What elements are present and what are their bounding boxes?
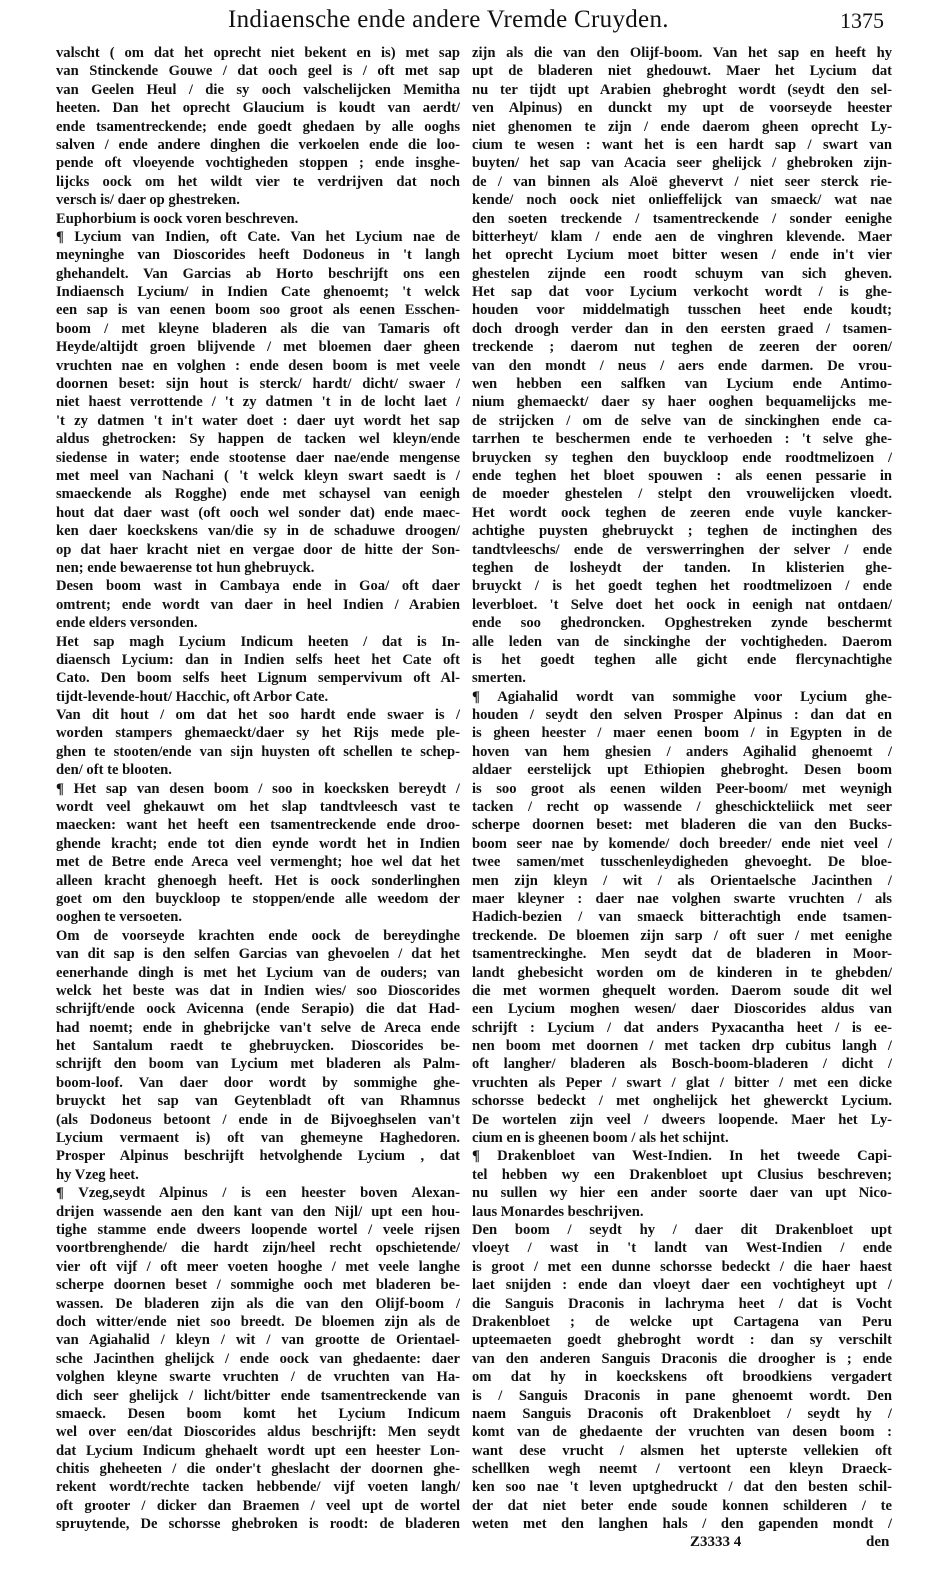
text-line: landt ghebesicht worden om de kinderen in te ghebden/ (472, 964, 892, 981)
text-line: tandtvleeschs/ ende de verswerringhen der selver / ende (472, 541, 892, 558)
text-line: zijn als die van den Olijf-boom. Van het sap en heeft hy (472, 45, 892, 61)
text-line: sche Jacinthen ghelijck / ende oock van ghedaente: daer (56, 1350, 460, 1367)
text-line: weten met den langhen hals / den gapenden mondt / (472, 1516, 892, 1533)
text-line: kende/ noch oock niet onlieffelijck van smaeck/ wat nae (472, 192, 892, 209)
text-line: ¶ Drakenbloet van West-Indien. In het tweede Capi- (472, 1148, 892, 1165)
text-line: Van dit hout / om dat het soo hardt ende swaer is / (56, 707, 460, 724)
text-line: een sap is van eenen boom soo groot als eenen Esschen- (56, 302, 460, 319)
text-line: het Santalum raedt te ghebruycken. Dioscorides be- (56, 1038, 460, 1055)
text-line: met meel van Nachani ( 't welck kleyn swart saedt is / (56, 467, 460, 484)
text-line: tacken / recht op wassende / gheschickteliick met seer (472, 799, 892, 816)
text-line: hout dat daer wast (oft ooch wel sonder dat) ende maec- (56, 504, 460, 521)
text-line: voortbrenghende/ die hardt zijn/heel recht opschietende/ (56, 1240, 460, 1257)
text-line: van dit sap is den selfen Garcias van ghevoelen / dat het (56, 946, 460, 963)
text-line: scherpe doornen beset / sommighe ooch met bladeren be- (56, 1277, 460, 1294)
text-line: teghen de losheydt der tanden. In klisterien ghe- (472, 559, 892, 576)
text-line: cium en is gheenen boom / als het schijnt. (472, 1130, 729, 1147)
text-line: nu ter tijdt upt Arabien ghebroght wordt (seydt den sel- (472, 81, 892, 98)
text-line: bruyckt het sap van Geytenbladt oft van Rhamnus (56, 1093, 460, 1110)
text-line: ende elders versonden. (56, 615, 198, 632)
text-line: Lycium vermaent is) oft van ghemeyne Haghedoren. (56, 1130, 460, 1147)
text-line: ende teghen het bloet spouwen : als eenen pessarie in (472, 467, 892, 484)
text-line: 't zy datmen 't in't water doet : daer uyt wordt het sap (56, 412, 460, 429)
text-line: ende tsamentreckende; ende goedt ghedaen by alle ooghs (56, 118, 460, 135)
text-line: oft langher/ bladeren als Bosch-boom-bladeren / dicht / (472, 1056, 892, 1073)
text-line: bitterheyt/ klam / ende aen de vinghren klevende. Maer (472, 228, 892, 245)
text-line: van den mondt / neus / aers ende darmen. De vrou- (472, 357, 892, 374)
text-line: ken daer koeckskens van/die sy in de schaduwe droogen/ (56, 523, 460, 540)
text-line: smaeck. Desen boom komt het Lycium Indicum (56, 1405, 460, 1422)
text-line: welck het beste was dat in Indien wies/ soo Dioscorides (56, 982, 460, 999)
text-line: houden voor middelmatigh tusschen heet ende koudt; (472, 302, 892, 319)
text-line: boom seer nae by komende/ doch breeder/ ende niet veel / (472, 835, 892, 852)
text-line: want dese vrucht / alsmen het upterste vellekien oft (472, 1442, 892, 1459)
text-line: eenerhande dingh is met het Lycium van de ouders; van (56, 964, 460, 981)
left-text-column (56, 44, 460, 1534)
text-line: Prosper Alpinus beschrijft hetvolghende Lycium , dat (56, 1148, 460, 1165)
text-line: wel over een/dat Dioscorides aldus beschrijft: Men seydt (56, 1424, 460, 1441)
text-line: Het wordt oock teghen de zeeren ende vuyle kancker- (472, 504, 892, 521)
text-line: vruchten als Peper / swart / glat / bitter / met een dicke (472, 1074, 892, 1091)
text-line: van Agiahalid / kleyn / wit / van grootte de Orientael- (56, 1332, 460, 1349)
text-line: men zijn kleyn / wit / als Orientaelsche Jacinthen / (472, 872, 892, 889)
text-line: Den boom / seydt hy / daer dit Drakenbloet upt (472, 1222, 892, 1238)
text-line: dat Lycium Indicum ghehaelt wordt upt een heester Lon- (56, 1442, 460, 1459)
text-line: is groot / met een dunne schorsse bedeckt / die haer haest (472, 1258, 892, 1275)
text-line: ghehandelt. Van Garcias ab Horto beschrijft ons een (56, 265, 460, 282)
text-line: alleen kracht ghenoegh heeft. Het is oock sonderlinghen (56, 872, 460, 889)
text-line: tel hebben wy een Drakenbloet upt Clusius beschreven; (472, 1166, 892, 1183)
text-line: valscht ( om dat het oprecht niet bekent en is) met sap (56, 45, 460, 61)
text-line: vruchten nae en volghen : ende desen boom is met veele (56, 357, 460, 374)
text-line: op dat haer kracht niet en vergae door de hitte der Son- (56, 541, 460, 558)
text-line: had noemt; ende in ghebrijcke van't selve de Areca ende (56, 1019, 460, 1036)
text-line: is / Sanguis Draconis in pane ghenoemt wordt. Den (472, 1387, 892, 1404)
text-line: tijdt-levende-hout/ Hacchic, oft Arbor Cate. (56, 688, 329, 705)
text-line: maer kleyner : daer nae volghen swarte vruchten / als (472, 890, 892, 907)
text-line: de strijcken / om de selve van de sinckinghen ende ca- (472, 412, 892, 429)
page-header (0, 6, 950, 40)
text-line: schrijft den boom van Lycium met bladeren als Palm- (56, 1056, 460, 1073)
text-line: is gheen heester / maer eenen boom / in Egypten in de (472, 725, 892, 742)
text-line: van den anderen Sanguis Draconis die droogher is ; ende (472, 1350, 892, 1367)
text-line: alle leden van de sinckinghe der vochtigheden. Daerom (472, 633, 892, 650)
text-line: boom / met kleyne bladeren als die van Tamaris oft (56, 320, 460, 337)
text-line: aldaer eerstelijck upt Ethiopien ghebroght. Desen boom (472, 762, 892, 779)
text-line: Drakenbloet ; de welcke upt Cartagena van Peru (472, 1313, 892, 1330)
text-line: Het sap magh Lycium Indicum heeten / dat is In- (56, 633, 460, 650)
text-line: ooghen te versoeten. (56, 909, 183, 926)
text-line: chitis gheheeten / die onder't gheslacht der doornen ghe- (56, 1461, 460, 1478)
text-line: nu sullen wy hier een ander soorte daer van upt Nico- (472, 1185, 892, 1202)
text-line: schellken wegh neemt / vertoont een kleyn Draeck- (472, 1461, 892, 1478)
text-line: (als Dodoneus betoont / ende in de Bijvoeghselen van't (56, 1111, 460, 1128)
text-line: goet om den buyckloop te stoppen/ende alle weedom der (56, 890, 460, 907)
text-line: ende soo ghedroncken. Opghestreken zynde beschermt (472, 615, 892, 632)
text-line: tarrhen te beschermen ende te verhoeden : 't selve ghe- (472, 431, 892, 448)
text-line: bruycken sy teghen den buyckloop ende roodtmelizoen / (472, 449, 892, 466)
text-line: spruytende, De schorsse ghebroken is roodt: de bladeren (56, 1516, 460, 1533)
text-line: cium te wesen : want het is een hardt sap / swart van (472, 136, 892, 153)
text-line: schrijft : Lycium / dat anders Pyxacantha heet / is ee- (472, 1019, 892, 1036)
text-line: versch is/ daer op ghestreken. (56, 192, 240, 209)
text-line: wassen. De bladeren zijn als die van den Olijf-boom / (56, 1295, 460, 1312)
text-line: wordt veel ghekauwt om het slap tandtvleesch vast te (56, 799, 460, 816)
text-line: laet snijden : ende dan vloeyt daer een vochtigheyt upt / (472, 1277, 892, 1294)
text-line: diaensch Lycium: dan in Indien selfs heet het Cate oft (56, 651, 460, 668)
text-line: schorsse bedeckt / met onghelijck het ghewerckt Lycium. (472, 1093, 892, 1110)
text-line: dich seer ghelijck / licht/bitter ende tsamentreckende van (56, 1387, 460, 1404)
running-title: Indiaensche ende andere Vremde Cruyden. (228, 6, 669, 33)
text-line: heeten. Dan het oprecht Glaucium is koudt van aerdt/ (56, 100, 460, 117)
text-line: ghestelen zijnde een roodt schuym van sich gheven. (472, 265, 892, 282)
text-line: niet haest verrottende / 't zy datmen 't in de locht laet / (56, 394, 460, 411)
text-line: laus Monardes beschrijven. (472, 1203, 644, 1220)
text-line: ¶ Agiahalid wordt van sommighe voor Lycium ghe- (472, 688, 892, 705)
text-line: ghen te stooten/ende van sijn huysten oft schellen te schep- (56, 743, 460, 760)
text-line: ¶ Lycium van Indien, oft Cate. Van het Lycium nae de (56, 228, 460, 245)
text-line: maecken: want het heeft een tsamentreckende ende droo- (56, 817, 460, 834)
text-line: Het sap dat voor Lycium verkocht wordt / is ghe- (472, 284, 892, 301)
text-line: upt de bladeren niet ghedouwt. Maer het Lycium dat (472, 63, 892, 80)
text-line: doch droogh verder dan in den eersten graed / tsamen- (472, 320, 892, 337)
text-line: nen; ende bewaerense tot hun ghebruyck. (56, 559, 315, 576)
page-footer (0, 1534, 950, 1556)
text-line: lijcks oock om het wildt vier te verdrijven dat noch (56, 173, 460, 190)
text-line: Desen boom wast in Cambaya ende in Goa/ oft daer (56, 578, 460, 595)
text-line: scherpe doornen beset: met bladeren die van den Bucks- (472, 817, 892, 834)
text-line: komt van de ghedaente der vruchten van desen boom : (472, 1424, 892, 1441)
text-line: van Stinckende Gouwe / dat ooch geel is / oft met sap (56, 63, 460, 80)
text-line: is het goedt teghen alle gicht ende flercynachtighe (472, 651, 892, 668)
text-line: Euphorbium is oock voren beschreven. (56, 210, 299, 227)
text-line: schrijft/ende oock Avicenna (ende Serapio) die dat Had- (56, 1001, 460, 1018)
text-line: rekent wordt/rechte tacken hebbende/ vijf voeten langh/ (56, 1479, 460, 1496)
text-line: vier oft vijf / oft meer voeten hooghe / met veele langhe (56, 1258, 460, 1275)
text-line: die met wormen ghequelt worden. Daerom soude dit wel (472, 982, 892, 999)
text-line: ken soo nae 't leven uptghedruckt / dat den besten schil- (472, 1479, 892, 1496)
text-line: treckende ; daerom nut teghen de zeeren der ooren/ (472, 339, 892, 356)
text-line: twee samen/met tusschenleydigheden ghevoeght. De bloe- (472, 854, 892, 871)
text-line: ¶ Vzeg,seydt Alpinus / is een heester boven Alexan- (56, 1185, 460, 1202)
right-text-column (472, 44, 892, 1534)
text-line: die Sanguis Draconis in lachryma heet / dat is Vocht (472, 1295, 892, 1312)
text-line: worden stampers ghemaeckt/daer sy het Rijs mede ple- (56, 725, 460, 742)
text-line: meyninghe van Dioscorides heeft Dodoneus in 't langh (56, 247, 460, 264)
text-line: ven Alpinus) en dunckt my upt de voorseyde heester (472, 100, 892, 117)
text-line: het oprecht Lycium moet bitter wesen / ende in't vier (472, 247, 892, 264)
text-line: upteemaeten goedt ghebroght wordt : dan sy verschilt (472, 1332, 892, 1349)
text-line: smerten. (472, 670, 526, 687)
text-line: den/ oft te blooten. (56, 762, 172, 779)
text-line: vloeyt / wast in 't landt van West-Indien / ende (472, 1240, 892, 1257)
text-line: Cato. Den boom selfs heet Lignum sempervivum oft Al- (56, 670, 460, 687)
text-line: omtrent; ende wordt van daer in heel Indien / Arabien (56, 596, 460, 613)
text-line: ghende kracht; ende tot dien eynde wordt het in Indien (56, 835, 460, 852)
text-line: van Geelen Heul / die sy ooch valschelijcken Memitha (56, 81, 460, 98)
text-line: boom-loof. Van daer door wordt by sommighe ghe- (56, 1074, 460, 1091)
text-line: hy Vzeg heet. (56, 1166, 139, 1183)
text-line: oft grooter / dicker dan Braemen / veel upt de wortel (56, 1497, 460, 1514)
text-line: tighe stamme ende dweers loopende wortel / veele rijsen (56, 1222, 460, 1238)
signature-mark: Z3333 4 (690, 1534, 742, 1550)
text-line: den soeten treckende / tsamentreckende / sonder eenighe (472, 210, 892, 227)
page-number: 1375 (840, 8, 884, 33)
text-line: pende oft vloeyende vochtigheden stoppen ; ende insghe- (56, 155, 460, 172)
text-line: achtighe puysten ghebruyckt ; teghen de inctinghen des (472, 523, 892, 540)
text-line: Heyde/altijdt groen blijvende / met bloemen daer gheen (56, 339, 460, 356)
text-line: houden / seydt den selven Prosper Alpinus : dan dat en (472, 707, 892, 724)
text-line: treckende. De bloemen zijn sarp / oft suer / met eenighe (472, 927, 892, 944)
text-line: buyten/ het sap van Acacia seer ghelijck / ghebroken zijn- (472, 155, 892, 172)
text-line: Indiaensch Lycium/ in Indien Cate ghenoemt; 't welck (56, 284, 460, 301)
text-line: niet ghenomen te zijn / ende daerom gheen oprecht Ly- (472, 118, 892, 135)
text-line: der dat niet beter ende soude konnen schilderen / te (472, 1497, 892, 1514)
text-line: drijen wassende aen den kant van den Nijl/ upt een hou- (56, 1203, 460, 1220)
text-line: naem Sanguis Draconis oft Drakenbloet / seydt hy / (472, 1405, 892, 1422)
text-line: ¶ Het sap van desen boom / soo in koecksken bereydt / (56, 780, 460, 797)
text-line: een Lycium moghen wesen/ daer Dioscorides aldus van (472, 1001, 892, 1018)
text-line: Om de voorseyde krachten ende oock de bereydinghe (56, 927, 460, 944)
text-line: leverbloet. 't Selve doet het oock in eenigh nat ontdaen/ (472, 596, 892, 613)
text-line: smaeckende als Rogghe) ende met schaysel van eenigh (56, 486, 460, 503)
text-line: aldus ghetrocken: Sy happen de tacken wel kleyn/ende (56, 431, 460, 448)
text-line: nium ghemaeckt/ daer sy haer ooghen bequamelijcks me- (472, 394, 892, 411)
text-line: nen boom met doornen / met tacken drp cubitus langh / (472, 1038, 892, 1055)
text-line: met de Betre ende Areca veel vermenght; hoe wel dat het (56, 854, 460, 871)
text-line: is soo groot als eenen wilden Peer-boom/ met weynigh (472, 780, 892, 797)
text-line: om dat hy in koeckskens oft broodkiens vergadert (472, 1369, 892, 1386)
text-line: de moeder ghestelen / stelpt den vrouwelijcken vloedt. (472, 486, 892, 503)
text-line: wen hebben een salfken van Lycium ende Antimo- (472, 376, 892, 393)
text-line: salven / ende andere dinghen die verkoelen ende die loo- (56, 136, 460, 153)
text-line: volghen kleyne swarte vruchten / de vruchten van Ha- (56, 1369, 460, 1386)
text-line: De wortelen zijn veel / dweers loopende. Maer het Ly- (472, 1111, 892, 1128)
text-line: Hadich-bezien / van smaeck bitterachtigh ende tsamen- (472, 909, 892, 926)
text-line: bruyckt / is het goedt teghen het roodtmelizoen / ende (472, 578, 892, 595)
catchword: den (866, 1534, 890, 1550)
text-line: siedense in water; ende stootense daer nae/ende mengense (56, 449, 460, 466)
text-line: doch witter/ende niet soo breedt. De bloemen zijn als de (56, 1313, 460, 1330)
text-line: de / van binnen als Aloë ghevervt / niet seer sterck rie- (472, 173, 892, 190)
text-line: tsamentreckinghe. Men seydt dat de bladeren in Moor- (472, 946, 892, 963)
text-line: hoven van hem ghesien / anders Agihalid ghenoemt / (472, 743, 892, 760)
text-line: doornen beset: sijn hout is sterck/ hardt/ dicht/ swaer / (56, 376, 460, 393)
